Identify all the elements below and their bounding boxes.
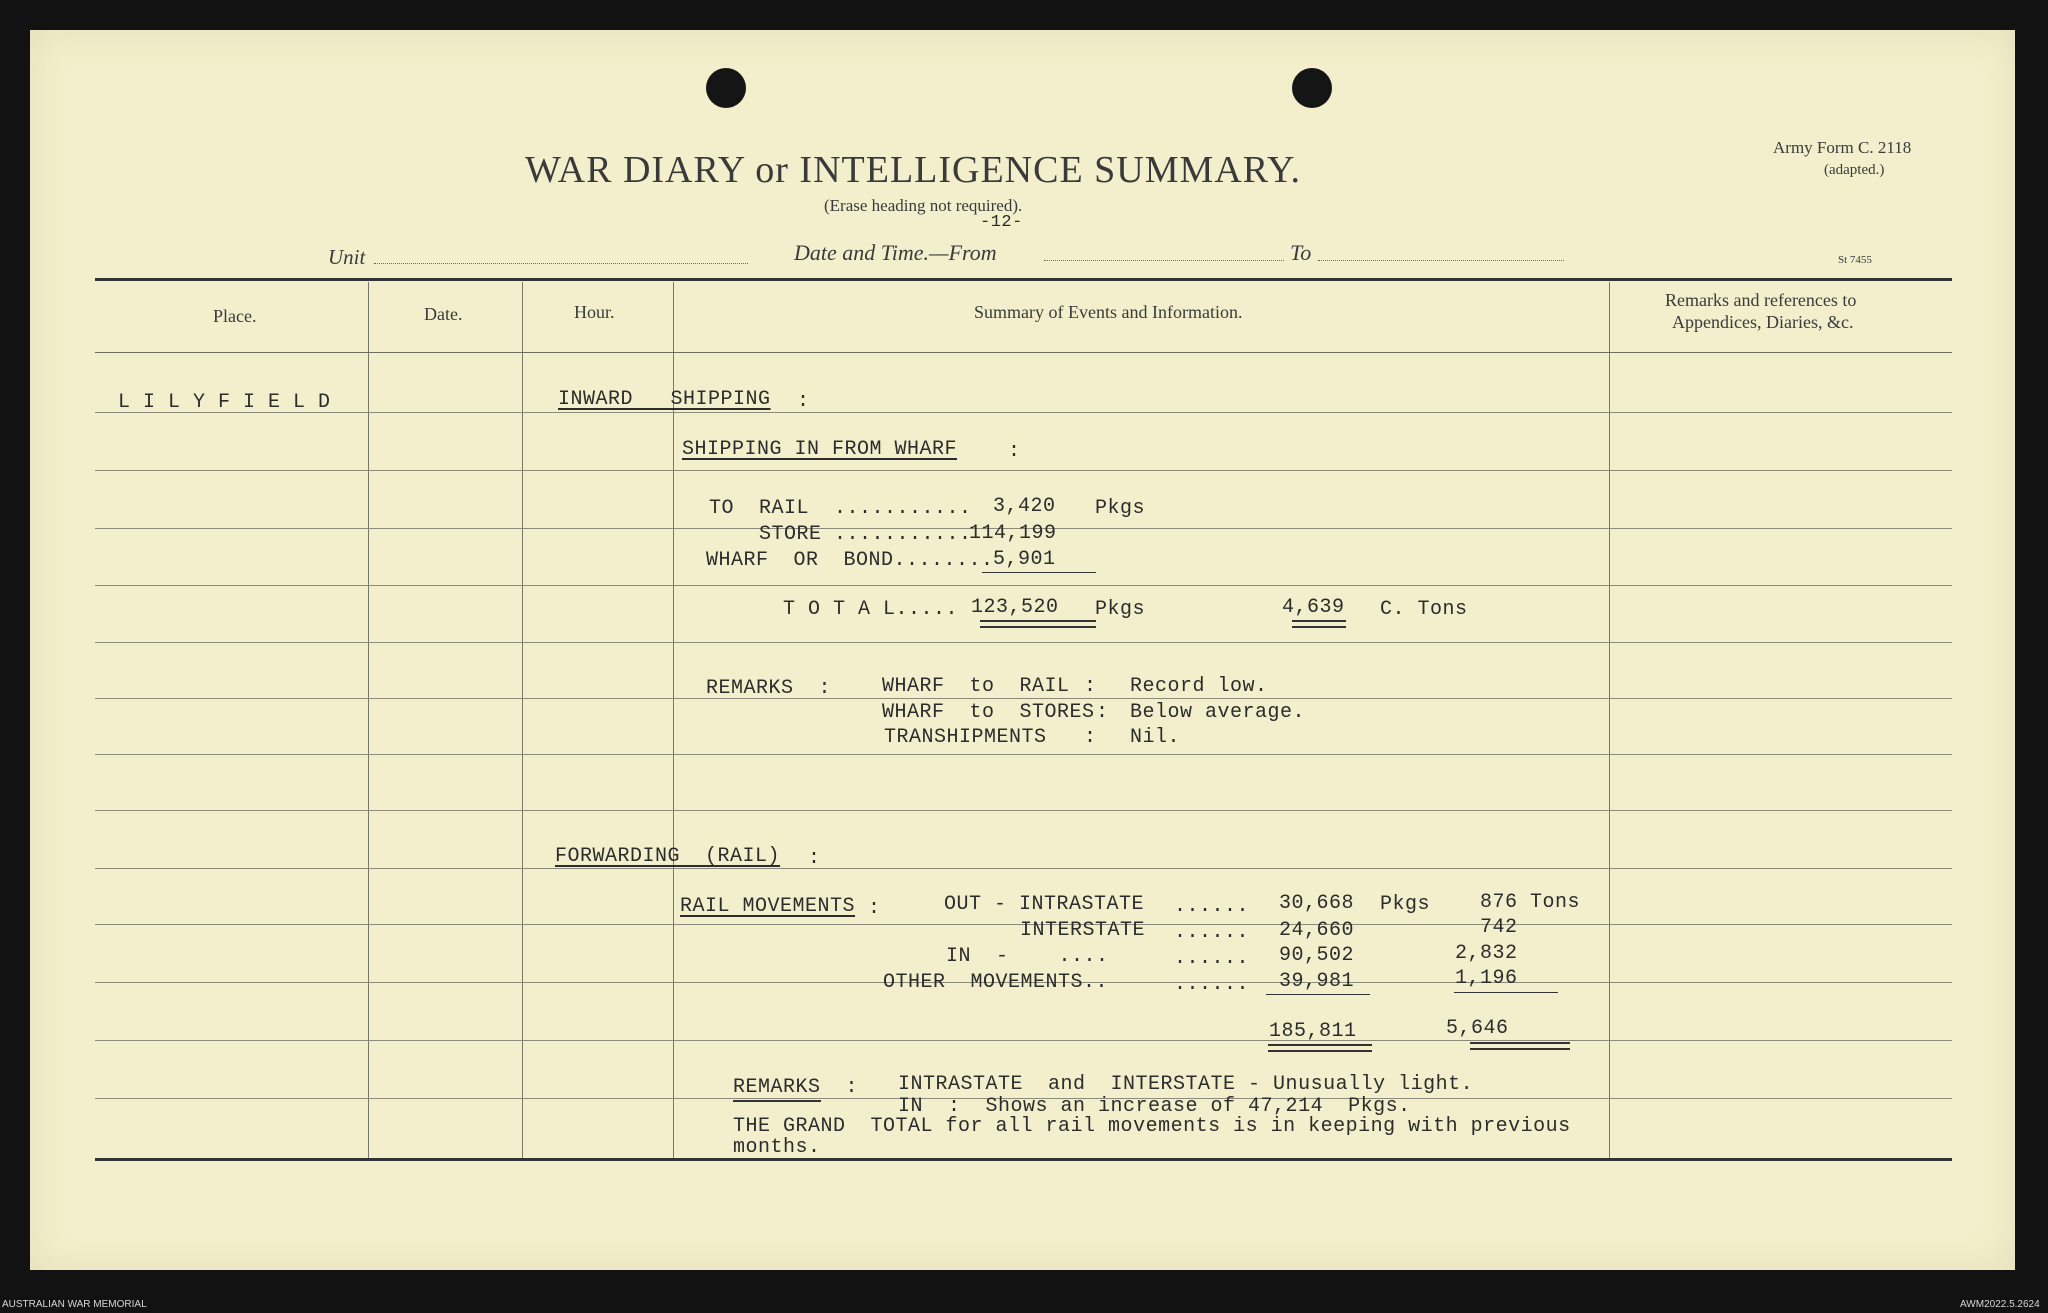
to-label: To xyxy=(1290,240,1312,265)
rail-row-label: OUT - INTRASTATE xyxy=(944,893,1145,916)
punch-hole xyxy=(706,68,746,108)
column-divider xyxy=(673,282,674,1158)
rail-row-label: IN - .... xyxy=(946,945,1109,968)
remark-item: TRANSHIPMENTS xyxy=(884,726,1047,749)
wharf-bond-value: 5,901 xyxy=(993,548,1056,571)
rail-row-pkgs: 30,668 xyxy=(1279,892,1355,915)
header-rule xyxy=(95,352,1952,353)
rail-row-dots: ...... xyxy=(1174,973,1250,996)
heading-colon: : xyxy=(868,897,881,920)
rail-remarks-line: IN : Shows an increase of 47,214 Pkgs. xyxy=(898,1095,1411,1118)
total-pkgs: 123,520 xyxy=(971,596,1059,619)
row-rule xyxy=(95,470,1952,471)
to-rail-value: 3,420 xyxy=(993,495,1056,518)
row-rule xyxy=(95,868,1952,869)
rail-remarks-label: REMARKS : xyxy=(733,1076,859,1099)
rail-total-double-rule xyxy=(1268,1044,1372,1052)
remark-colon: : xyxy=(1084,726,1097,749)
table-bottom-rule xyxy=(95,1158,1952,1161)
inward-remarks-label: REMARKS : xyxy=(706,677,832,700)
rail-row-pkgs-unit: Pkgs xyxy=(1380,893,1431,916)
form-id: Army Form C. 2118 xyxy=(1773,138,1912,157)
rail-movements-label: RAIL MOVEMENTS xyxy=(680,895,856,918)
rail-row-tons: 742 xyxy=(1480,916,1518,939)
row-rule xyxy=(95,810,1952,811)
footer-credit: AUSTRALIAN WAR MEMORIAL xyxy=(2,1299,147,1310)
wharf-shipping-heading: SHIPPING IN FROM WHARF xyxy=(682,438,958,461)
rail-row-label: INTERSTATE xyxy=(1020,919,1146,942)
row-rule xyxy=(95,642,1952,643)
rail-row-tons: 1,196 xyxy=(1455,967,1518,990)
total-tons-unit: C. Tons xyxy=(1380,598,1468,621)
subtotal-rule xyxy=(982,572,1096,573)
column-header-remarks: Remarks and references to xyxy=(1665,290,1857,310)
punch-hole xyxy=(1292,68,1332,108)
heading-colon: : xyxy=(797,390,810,413)
tons-double-rule xyxy=(1292,620,1346,628)
row-rule xyxy=(95,1040,1952,1041)
remark-note: Below average. xyxy=(1130,701,1306,724)
rail-remarks-underline xyxy=(733,1100,821,1102)
row-rule xyxy=(95,754,1952,755)
rail-row-pkgs: 24,660 xyxy=(1279,919,1355,942)
column-header-place: Place. xyxy=(213,306,257,326)
entry-place: L I L Y F I E L D xyxy=(118,391,331,414)
table-top-rule xyxy=(95,278,1952,281)
footer-accession: AWM2022.5.2624 xyxy=(1960,1299,2040,1310)
rail-subtotal-rule xyxy=(1266,994,1370,995)
erase-note: (Erase heading not required). xyxy=(824,196,1023,215)
rail-row-tons: 876 xyxy=(1480,891,1518,914)
unit-label: Unit xyxy=(328,245,366,269)
column-divider xyxy=(368,282,369,1158)
heading-colon: : xyxy=(1008,440,1021,463)
rail-row-pkgs: 90,502 xyxy=(1279,944,1355,967)
page-number: -12- xyxy=(980,213,1023,232)
rail-total-double-rule xyxy=(1470,1042,1570,1050)
rail-row-tons-unit: Tons xyxy=(1530,891,1581,914)
stock-code: St 7455 xyxy=(1838,254,1872,266)
rail-total-pkgs: 185,811 xyxy=(1269,1020,1357,1043)
store-value: 114,199 xyxy=(969,522,1057,545)
column-header-date: Date. xyxy=(424,304,463,324)
remark-item: WHARF to RAIL xyxy=(882,675,1070,698)
row-rule xyxy=(95,585,1952,586)
remark-note: Record low. xyxy=(1130,675,1268,698)
total-pkgs-unit: Pkgs xyxy=(1095,598,1146,621)
column-header-summary: Summary of Events and Information. xyxy=(974,302,1243,322)
date-from-label: Date and Time.—From xyxy=(794,240,997,265)
remark-item: WHARF to STORES xyxy=(882,701,1095,724)
wharf-bond-label: WHARF OR BOND........ xyxy=(706,549,994,572)
total-tons: 4,639 xyxy=(1282,596,1345,619)
inward-shipping-heading: INWARD SHIPPING xyxy=(558,388,771,411)
to-rail-unit: Pkgs xyxy=(1095,497,1146,520)
rail-subtotal-rule xyxy=(1454,992,1558,993)
rail-row-tons: 2,832 xyxy=(1455,942,1518,965)
column-header-hour: Hour. xyxy=(574,302,615,322)
heading-colon: : xyxy=(808,847,821,870)
remark-colon: : xyxy=(1096,701,1109,724)
row-rule xyxy=(95,412,1952,413)
rail-row-dots: ...... xyxy=(1174,895,1250,918)
rail-total-tons: 5,646 xyxy=(1446,1017,1509,1040)
total-double-rule xyxy=(980,620,1096,628)
remark-note: Nil. xyxy=(1130,726,1181,749)
remark-colon: : xyxy=(1084,675,1097,698)
rail-remarks-line: months. xyxy=(733,1136,821,1159)
form-adapted: (adapted.) xyxy=(1824,162,1885,178)
rail-remarks-line: INTRASTATE and INTERSTATE - Unusually light. xyxy=(898,1073,1474,1096)
to-rail-label: TO RAIL ........... xyxy=(709,497,972,520)
row-rule xyxy=(95,698,1952,699)
to-field-line xyxy=(1318,260,1564,261)
page-title: WAR DIARY or INTELLIGENCE SUMMARY. xyxy=(525,149,1302,191)
column-divider xyxy=(522,282,523,1158)
forwarding-heading: FORWARDING (RAIL) xyxy=(555,845,781,868)
store-label: STORE ........... xyxy=(759,523,972,546)
column-header-remarks: Appendices, Diaries, &c. xyxy=(1672,312,1854,332)
column-divider xyxy=(1609,282,1610,1158)
total-label: T O T A L..... xyxy=(783,598,959,621)
rail-row-dots: ...... xyxy=(1174,921,1250,944)
rail-remarks-line: THE GRAND TOTAL for all rail movements is in keeping with previous xyxy=(733,1115,1571,1138)
date-from-field-line xyxy=(1044,260,1284,261)
rail-row-dots: ...... xyxy=(1174,947,1250,970)
rail-row-pkgs: 39,981 xyxy=(1279,970,1355,993)
rail-row-label: OTHER MOVEMENTS.. xyxy=(883,971,1109,994)
unit-field-line xyxy=(374,263,748,264)
